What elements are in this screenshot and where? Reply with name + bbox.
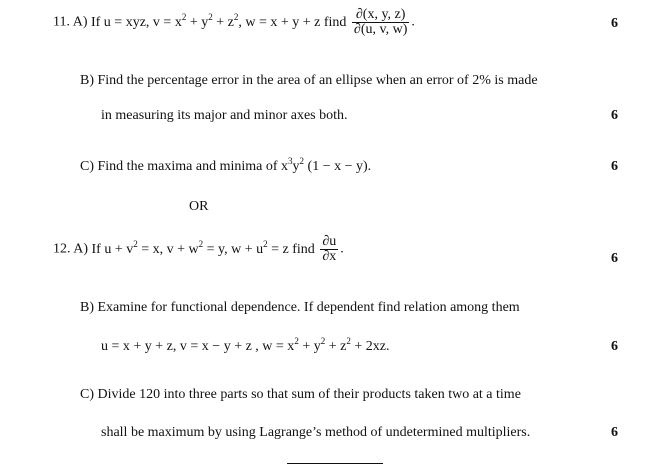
q11-a-text: If u = xyz, $v = x^2 + y^2 + z^2$, w = x + y + z find [90,11,347,30]
q12-b-line-2: u = x + y + z, v = x − y + z , $w = x^2 + y^2 + z^2 + 2xz$. [101,336,390,354]
or-separator: OR [189,199,209,214]
jacobian-numerator: ∂(x, y, z) [352,8,409,23]
q12-b-label: B) [80,300,94,315]
jacobian-fraction [352,8,409,37]
q11-b-label: B) [80,73,94,88]
q11-a-label: 11. A) [53,14,88,30]
jacobian-denominator: ∂(u, v, w) [353,22,408,37]
q12-a-marks: 6 [611,251,618,266]
q12-c-line-1: C) Divide 120 into three parts so that sum of their products taken two at a time [80,387,521,402]
q12-c-marks: 6 [611,425,618,440]
q12-b-line-1: B) Examine for functional dependence. If dependent find relation among them [80,300,520,315]
q11-c-text: Find the maxima and minima of $x^3y^2$ (1 − x − y). [97,156,372,174]
q11-part-c [80,156,372,175]
q12-c-label: C) [80,387,94,402]
q12-c-line-2: shall be maximum by using Lagrange’s method of undetermined multipliers. [101,425,531,440]
q12-b-marks: 6 [611,339,618,354]
partial-numerator: ∂u [322,234,337,249]
q11-c-label: C) [80,159,94,174]
q11-a-marks: 6 [611,16,618,31]
q11-part-a: 11. A) If u = xyz, $v = x^2 + y^2 + z^2$, w = x + y + z find $\frac{\partial(x, y, z)}{\partial(u, v, w)}$ . [53,7,415,37]
partial-denominator: ∂x [322,249,337,264]
q11-b-line-2: in measuring its major and minor axes both. [101,108,348,123]
q12-a-text: If $u + v^2 = x$, $v + w^2 = y$, $w + u^2 = z$ find [91,238,315,257]
q12-a-label: 12. A) [53,241,88,257]
q11-b-line-1: B) Find the percentage error in the area of an ellipse when an error of 2% is made [80,73,538,88]
q11-c-marks: 6 [611,159,618,174]
q12-part-a: 12. A) If $u + v^2 = x$, $v + w^2 = y$, $w + u^2 = z$ find $\frac{\partial u}{\partial x}$ . [53,234,344,264]
q11-b-marks: 6 [611,108,618,123]
end-rule [287,463,383,464]
partial-fraction [320,235,338,264]
